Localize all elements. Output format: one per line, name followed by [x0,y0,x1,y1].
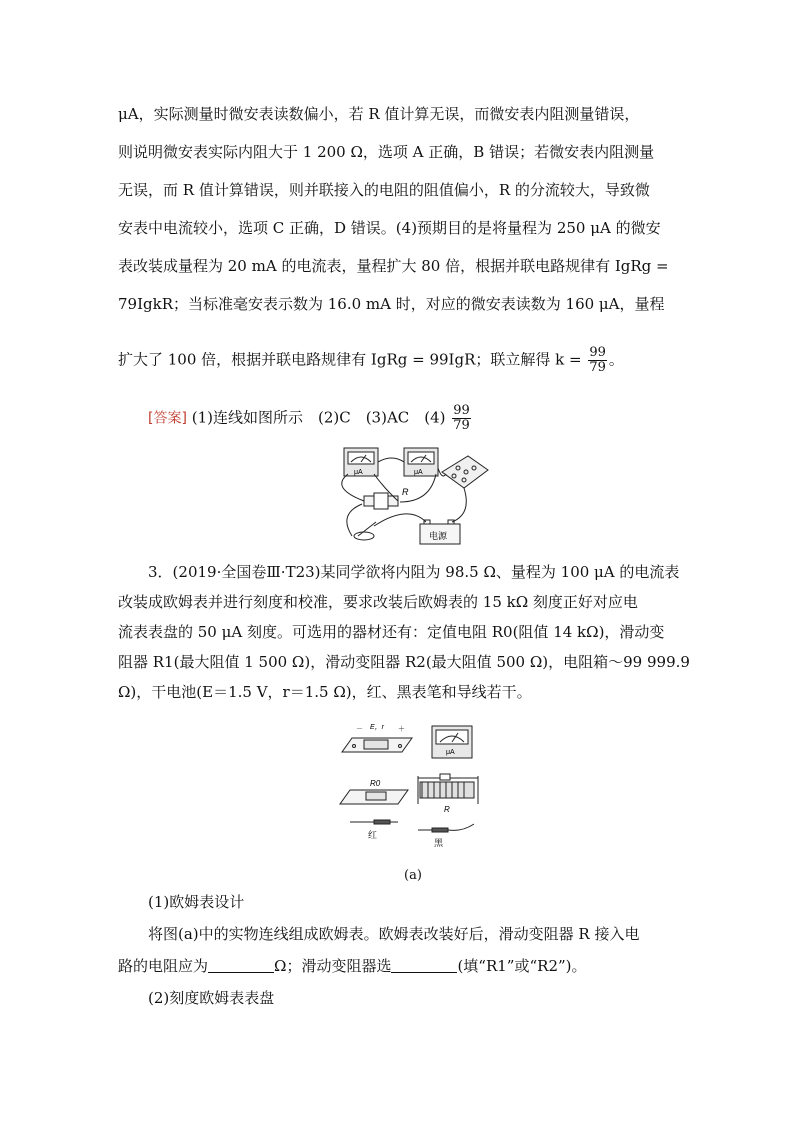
fraction-numerator: 99 [589,345,606,360]
resistance-box [442,456,488,488]
solution-line-7 [118,346,624,375]
components-figure [336,716,484,848]
fig1-meter-label-2: μA [414,469,423,476]
rheostat-slider [440,774,450,780]
part1-line-2 [118,956,587,976]
answer-text: (1)连线如图所示 (2)C (3)AC (4) [191,408,446,427]
resistor-r0 [366,792,386,800]
figure-caption: (a) [404,868,422,883]
fig2-r-label: R [444,805,450,814]
q3-line-5: Ω)，干电池(E＝1.5 V，r＝1.5 Ω)，红、黑表笔和导线若干。 [118,683,532,701]
part1-line-2-a: 路的电阻应为 [118,957,209,975]
solution-line-2: 则说明微安表实际内阻大于 1 200 Ω，选项 A 正确，B 错误；若微安表内阻测量 [118,143,655,161]
fig2-minus: － [356,726,363,733]
fraction-denominator: 79 [589,360,606,375]
rheostat-choice-blank[interactable] [391,958,457,973]
fig2-battery-label: E，r [370,724,384,731]
solution-line-7-text: 扩大了 100 倍，根据并联电路规律有 IgRg = 99IgR；联立解得 k = [118,350,582,369]
solution-line-5: 表改装成量程为 20 mA 的电流表，量程扩大 80 倍，根据并联电路规律有 IgRg = [118,257,669,275]
fig2-meter-label: μA [446,749,455,756]
fig1-source-label: 电源 [429,531,448,541]
solution-line-1: μA，实际测量时微安表读数偏小，若 R 值计算无误，而微安表内阻测量错误， [118,105,640,123]
fig2-black-label: 黑 [434,838,444,848]
solution-line-6: 79IgkR；当标准毫安表示数为 16.0 mA 时，对应的微安表读数为 160 μA，量程 [118,295,665,313]
resistance-blank[interactable] [208,958,274,973]
fig2-plus: ＋ [398,726,405,733]
q3-line-2: 改装成欧姆表并进行刻度和校准，要求改装后欧姆表的 15 kΩ 刻度正好对应电 [118,593,638,611]
answer-line [148,404,473,433]
answer-fraction-numerator: 99 [453,403,470,418]
fig1-meter-label-1: μA [354,469,363,476]
fig1-r-label: R [402,487,409,497]
circuit-answer-figure [318,444,490,548]
part1-line-2-c: (填“R1”或“R2”)。 [457,957,587,975]
part1-heading: (1)欧姆表设计 [148,893,245,911]
answer-fraction-denominator: 79 [453,418,470,433]
part1-line-1: 将图(a)中的实物连线组成欧姆表。欧姆表改装好后，滑动变阻器 R 接入电 [148,925,640,943]
solution-line-7-end: 。 [608,350,624,369]
part1-line-2-b: Ω；滑动变阻器选 [274,957,392,975]
q3-line-4: 阻器 R1(最大阻值 1 500 Ω)，滑动变阻器 R2(最大阻值 500 Ω)，电阻箱～99 999.9 [118,653,690,671]
solution-line-3: 无误，而 R 值计算错误，则并联接入的电阻的阻值偏小，R 的分流较大，导致微 [118,181,650,199]
answer-fraction [452,404,471,433]
solution-line-4: 安表中电流较小，选项 C 正确，D 错误。(4)预期目的是将量程为 250 μA 的微安 [118,219,661,237]
q3-line-3: 流表表盘的 50 μA 刻度。可选用的器材还有：定值电阻 R0(阻值 14 kΩ)，滑动变 [118,623,665,641]
fig2-red-label: 红 [368,830,378,840]
answer-tag: [答案] [148,410,187,427]
battery [364,740,388,749]
fraction-k [588,346,607,375]
q3-line-1: 3．(2019·全国卷Ⅲ·T23)某同学欲将内阻为 98.5 Ω、量程为 100 μA 的电流表 [148,563,680,581]
fig2-r0-label: R0 [370,779,381,788]
part2-heading: (2)刻度欧姆表表盘 [148,989,275,1007]
